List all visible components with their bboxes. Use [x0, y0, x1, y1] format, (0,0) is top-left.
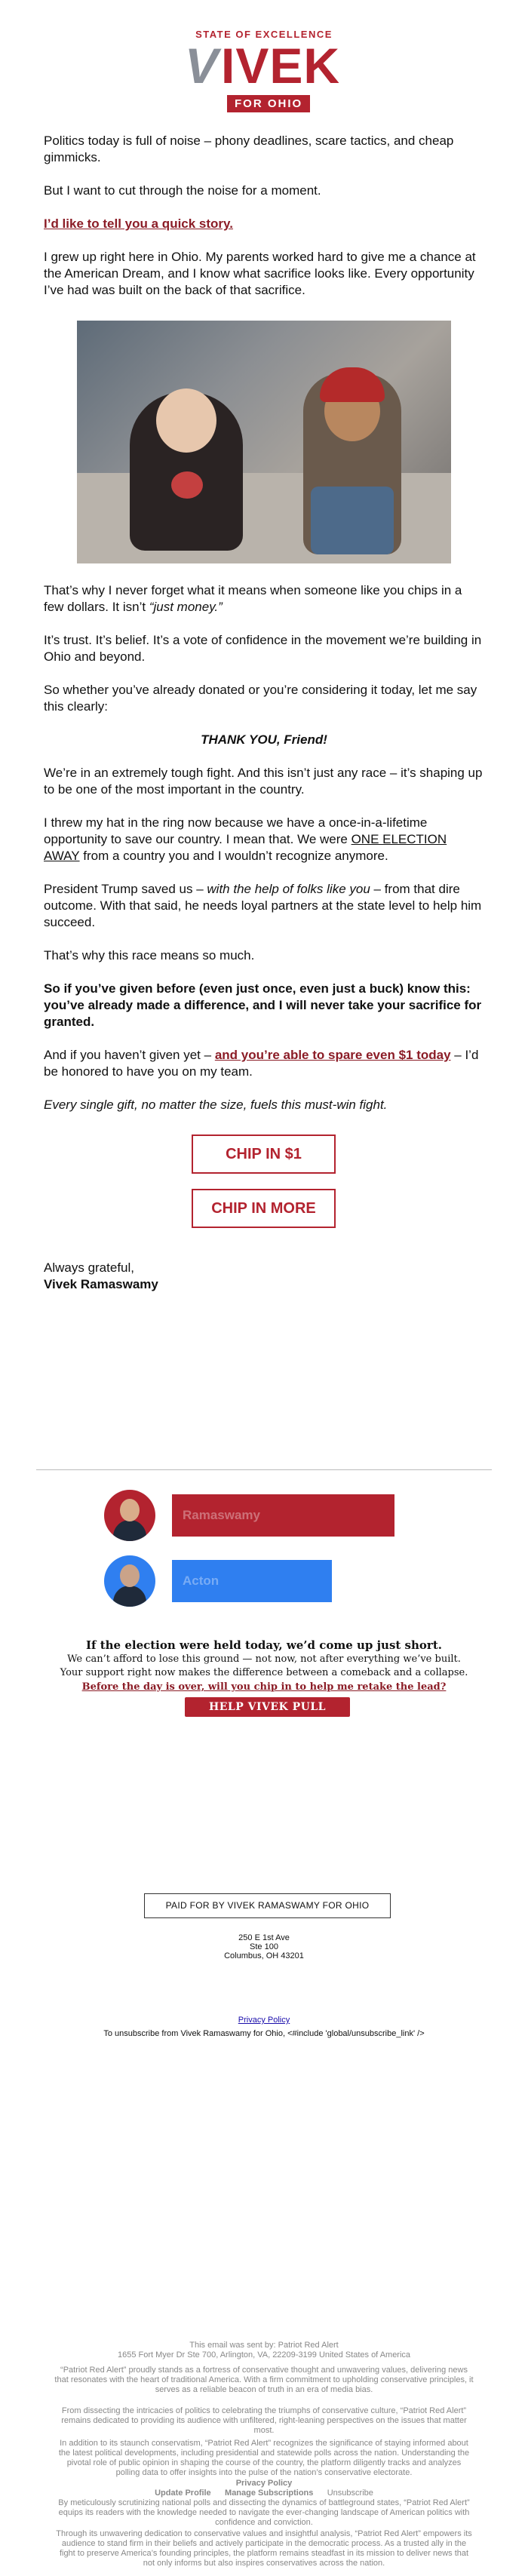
- retake-lead-link[interactable]: Before the day is over, will you chip in to help me retake the lead?: [81, 1681, 447, 1693]
- childhood-photo: [77, 321, 451, 563]
- p9-underlined: ONE ELECTION AWAY: [44, 832, 447, 863]
- paragraph-6: It’s trust. It’s belief. It’s a vote of confidence in the movement we’re building in Ohio and beyond.: [44, 633, 482, 664]
- poll-line-2: Your support right now makes the difference between a comeback and a collapse.: [60, 1667, 468, 1678]
- poll-line-1: We can’t afford to lose this ground — not now, not after everything we’ve built.: [67, 1653, 461, 1665]
- p13-text-a: And if you haven’t given yet –: [44, 1048, 215, 1062]
- avatar-body: [113, 1520, 146, 1541]
- thank-you-line: THANK YOU, Friend!: [201, 732, 327, 747]
- donate-link[interactable]: and you’re able to spare even $1 today: [214, 1048, 451, 1062]
- campaign-address: [0, 1933, 528, 1960]
- paragraph-2: But I want to cut through the noise for a moment.: [44, 183, 321, 198]
- paragraph-5: [44, 582, 484, 616]
- photo-cap: [320, 367, 385, 402]
- paragraph-10: [44, 881, 484, 931]
- paragraph-8: We’re in an extremely tough fight. And this isn’t just any race – it’s shaping up to be one of the most important in the country.: [44, 766, 483, 797]
- paragraph-1: Politics today is full of noise – phony deadlines, scare tactics, and cheap gimmicks.: [44, 134, 454, 164]
- manage-subscriptions-link[interactable]: Manage Subscriptions: [225, 2488, 314, 2498]
- sent-by: This email was sent by: Patriot Red Alert: [189, 2341, 339, 2350]
- header: [0, 29, 528, 115]
- logo-name: IVEK: [221, 38, 341, 94]
- chip-in-1-button[interactable]: CHIP IN $1: [192, 1134, 336, 1174]
- photo-child-right: [303, 373, 401, 554]
- p10-text-a: President Trump saved us –: [44, 882, 207, 896]
- avatar: [104, 1490, 155, 1541]
- address-line: 250 E 1st Ave: [238, 1933, 290, 1942]
- help-vivek-button[interactable]: HELP VIVEK PULL AHEAD: [185, 1697, 350, 1717]
- avatar: [104, 1555, 155, 1607]
- footer-paragraph-4: By meticulously scrutinizing national polls and dissecting the dynamics of battleground states, “Patriot Red Alert” equips its readers with the knowledge needed to navigate the ever-changing landscape of American politics with confidence and conviction.: [58, 2498, 470, 2527]
- paragraph-12: So if you’ve given before (even just once, even just a buck) know this: you’ve already made a difference, and I will never take your sacrifice for granted.: [44, 981, 482, 1029]
- poll-headline: If the election were held today, we’d come up just short.: [86, 1638, 442, 1652]
- chip-in-more-button[interactable]: CHIP IN MORE: [192, 1189, 336, 1228]
- poll-link-row: [0, 1681, 528, 1693]
- update-profile-link[interactable]: Update Profile: [155, 2488, 211, 2498]
- poll-bar-ramaswamy: Ramaswamy: [172, 1494, 394, 1537]
- address-line: Ste 100: [250, 1942, 278, 1951]
- footer-paragraph-3: In addition to its staunch conservatism, “Patriot Red Alert” recognizes the significance of staying informed about the latest political developments, including presidential and statewide polls across the nation. Understanding the pivotal role of public opinion in shaping the course of the country, the platform diligently tracks and analyzes polling data to offer insights into the pulse of the nation’s conservative electorate.: [58, 2439, 470, 2477]
- footer-paragraph-1: “Patriot Red Alert” proudly stands as a fortress of conservative thought and unwavering values, delivering news that resonates with the heart of traditional America. With a firm commitment to upholding conservative principles, it serves as a reliable beacon of truth in an era of media bias.: [54, 2366, 474, 2394]
- address-line: Columbus, OH 43201: [224, 1951, 304, 1960]
- avatar-body: [113, 1586, 146, 1607]
- privacy-row: [0, 2016, 528, 2025]
- paragraph-13: [44, 1047, 484, 1080]
- p9-text-b: from a country you and I wouldn’t recognize anymore.: [79, 849, 388, 863]
- paragraph-9: [44, 815, 484, 864]
- photo-jeans: [311, 487, 394, 554]
- signoff: Always grateful,: [44, 1260, 134, 1275]
- logo-tagline: STATE OF EXCELLENCE: [195, 29, 333, 40]
- p9-text-a: I threw my hat in the ring now because we have a once-in-a-lifetime opportunity to save our country. I mean that. We were: [44, 815, 428, 846]
- p10-text-b: – from that dire outcome. With that said, he needs loyal partners at the state level to help him succeed.: [44, 882, 482, 929]
- paragraph-14: Every single gift, no matter the size, fuels this must-win fight.: [44, 1098, 388, 1112]
- story-link-para: [44, 216, 484, 232]
- footer-paragraph-5: Through its unwavering dedication to conservative values and insightful analysis, “Patriot Red Alert” empowers its audience to stand firm in their beliefs and actively participate in the democratic process. As a trusted ally in the fight to preserve America’s founding principles, the platform remains steadfast in its mission to deliver news that not only informs but also inspires conservatives across the nation.: [56, 2529, 472, 2568]
- unsubscribe-text: To unsubscribe from Vivek Ramaswamy for Ohio, <#include 'global/unsubscribe_link' />: [103, 2029, 425, 2038]
- photo-shirt-graphic: [171, 471, 203, 499]
- paid-for-box: PAID FOR BY VIVEK RAMASWAMY FOR OHIO: [144, 1893, 391, 1918]
- campaign-logo[interactable]: [177, 29, 351, 112]
- divider: [36, 1469, 492, 1470]
- logo-v: V: [185, 38, 219, 94]
- sender-address: 1655 Fort Myer Dr Ste 700, Arlington, VA, 22209-3199 United States of America: [117, 2350, 411, 2360]
- p5-emphasis: “just money.”: [149, 600, 223, 614]
- signature: Vivek Ramaswamy: [44, 1277, 158, 1291]
- footer-paragraph-2: From dissecting the intricacies of politics to celebrating the triumphs of conservative culture, “Patriot Red Alert” remains dedicated to providing its audience with unfiltered, right-leaning perspectives on the issues that matter most.: [61, 2406, 467, 2435]
- privacy-policy-2: [54, 2479, 474, 2488]
- paragraph-11: That’s why this race means so much.: [44, 948, 255, 963]
- unsubscribe-link[interactable]: Unsubscribe: [327, 2488, 373, 2498]
- privacy-link-2[interactable]: Privacy Policy: [235, 2479, 293, 2488]
- privacy-link[interactable]: Privacy Policy: [238, 2016, 290, 2025]
- p13-text-b: – I’d be honored to have you on my team.: [44, 1048, 479, 1079]
- subscription-links: [54, 2488, 474, 2498]
- logo-subtitle: FOR OHIO: [227, 95, 310, 112]
- photo-child-left: [130, 392, 243, 551]
- paragraph-7: So whether you’ve already donated or you’re considering it today, let me say this clearly:: [44, 683, 477, 714]
- p5-text: That’s why I never forget what it means when someone like you chips in a few dollars. It isn’t: [44, 583, 462, 614]
- poll-bar-acton: Acton: [172, 1560, 332, 1602]
- avatar-head: [120, 1564, 140, 1587]
- paragraph-4: I grew up right here in Ohio. My parents worked hard to give me a chance at the American Dream, and I know what sacrifice looks like. Every opportunity I’ve had was built on the back of that sacrifice.: [44, 250, 476, 297]
- photo-face: [156, 388, 216, 453]
- story-link[interactable]: I’d like to tell you a quick story.: [44, 216, 233, 231]
- avatar-head: [120, 1499, 140, 1521]
- p10-emphasis: with the help of folks like you: [207, 882, 370, 896]
